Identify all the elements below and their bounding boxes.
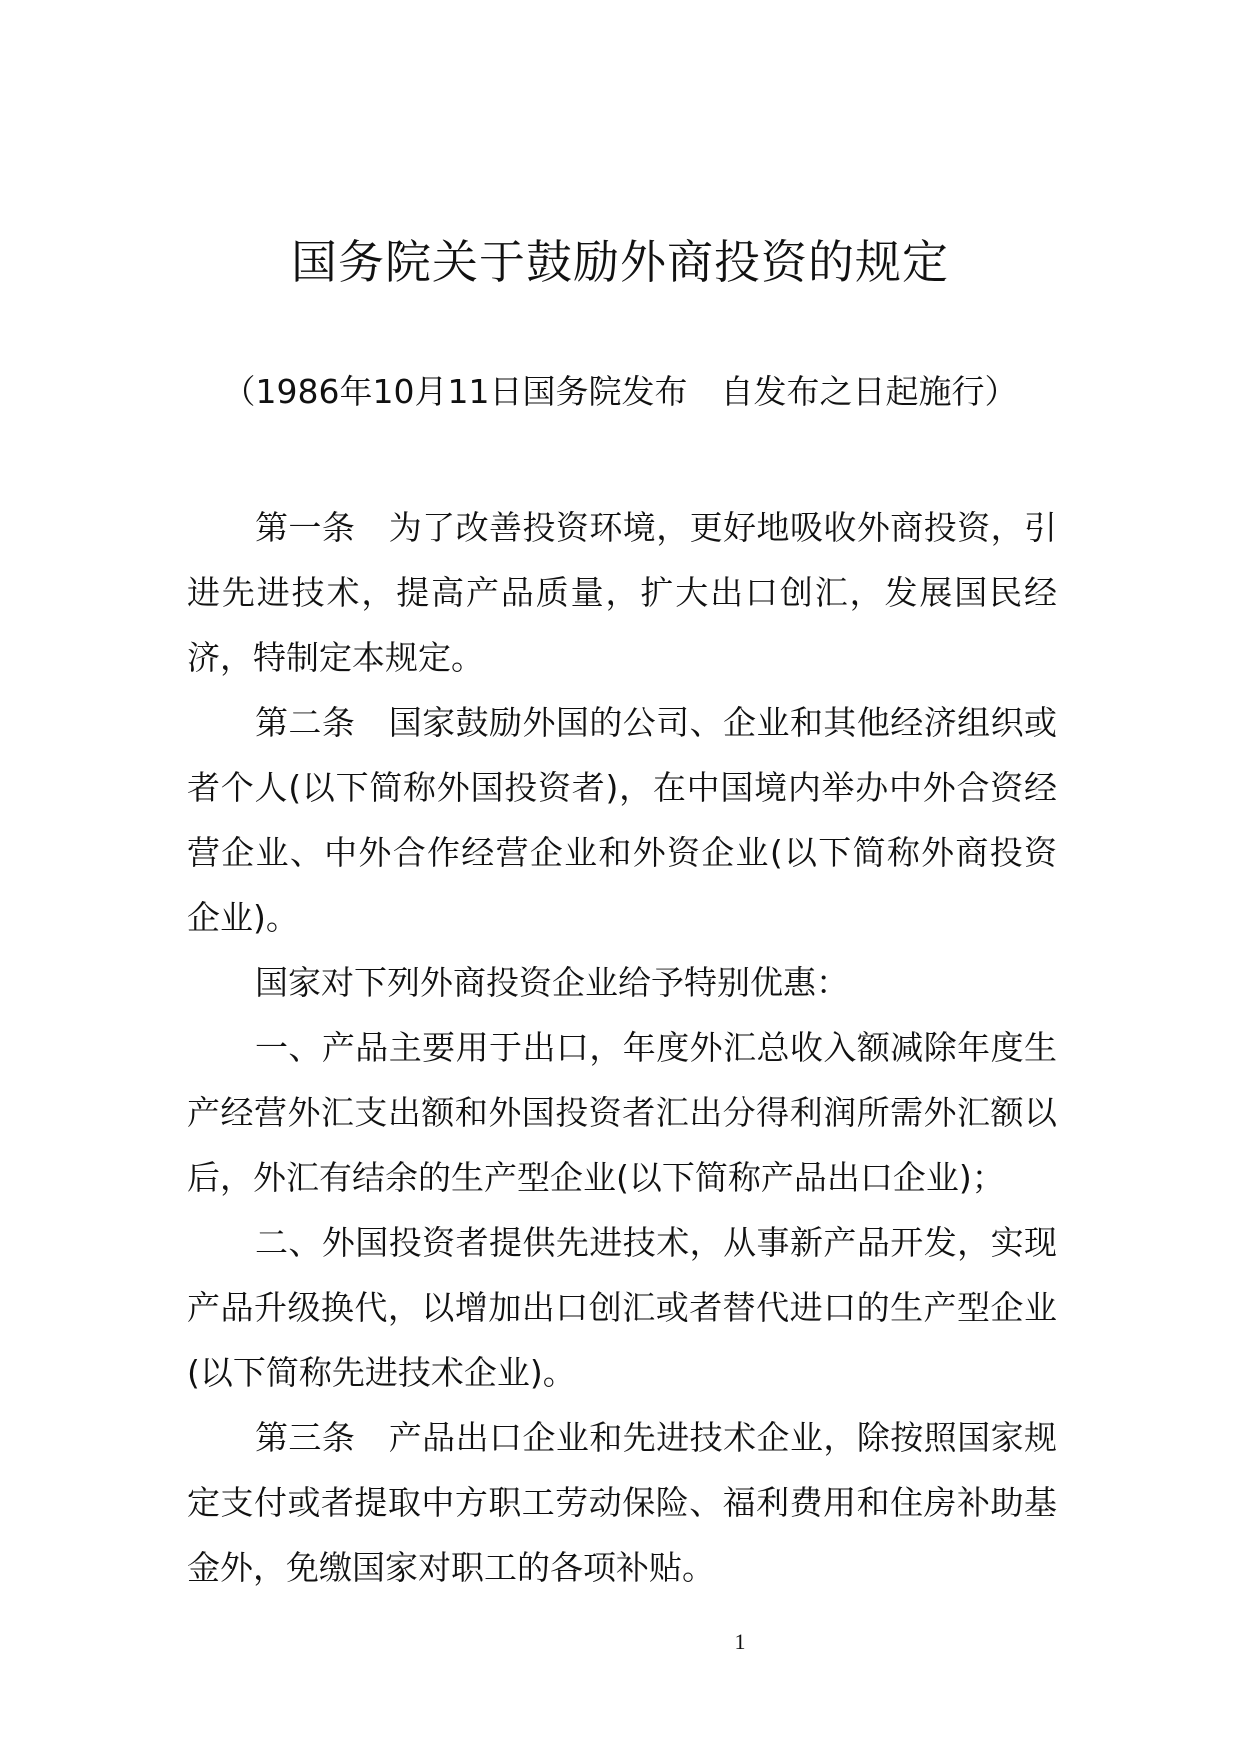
- article-3-paragraph: 第三条 产品出口企业和先进技术企业，除按照国家规定支付或者提取中方职工劳动保险、福利费用和住房补助基金外，免缴国家对职工的各项补贴。: [187, 1418, 1057, 1587]
- article-1-paragraph: 第一条 为了改善投资环境，更好地吸收外商投资，引进先进技术，提高产品质量，扩大出口创汇，发展国民经济，特制定本规定。: [187, 508, 1057, 677]
- article-2-paragraph: 第二条 国家鼓励外国的公司、企业和其他经济组织或者个人(以下简称外国投资者)，在中国境内举办中外合资经营企业、中外合作经营企业和外资企业(以下简称外商投资企业)。: [187, 703, 1057, 937]
- item-1-paragraph: 一、产品主要用于出口，年度外汇总收入额减除年度生产经营外汇支出额和外国投资者汇出分得利润所需外汇额以后，外汇有结余的生产型企业(以下简称产品出口企业)；: [187, 1028, 1057, 1197]
- document-body: [187, 495, 1057, 1600]
- preferential-intro-paragraph: 国家对下列外商投资企业给予特别优惠：: [255, 963, 849, 1002]
- document-subtitle: （1986年10月11日国务院发布 自发布之日起施行）: [222, 372, 1018, 411]
- document-title: 国务院关于鼓励外商投资的规定: [291, 235, 949, 289]
- item-2-paragraph: 二、外国投资者提供先进技术，从事新产品开发，实现产品升级换代，以增加出口创汇或者替代进口的生产型企业(以下简称先进技术企业)。: [187, 1223, 1057, 1392]
- page-number: 1: [734, 1629, 746, 1654]
